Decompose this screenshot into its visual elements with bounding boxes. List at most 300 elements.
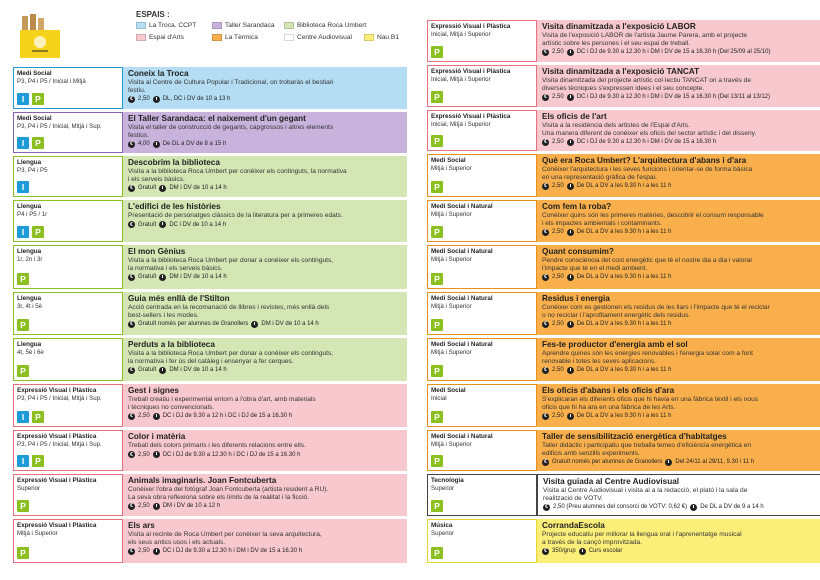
clock-icon — [579, 548, 586, 555]
primaria-badge: P — [431, 411, 443, 423]
activity-price: 2,50 — [552, 321, 564, 328]
activity-details — [123, 519, 407, 563]
activity-row — [12, 383, 408, 428]
activity-row — [426, 429, 820, 472]
activity-info — [128, 184, 402, 192]
euro-icon: € — [542, 49, 549, 56]
subject-label: Expressió Visual i Plàstica — [431, 68, 511, 75]
activity-info — [542, 366, 816, 374]
activity-info — [128, 547, 402, 555]
euro-icon: € — [542, 459, 549, 466]
subject-label: Llengua — [17, 203, 42, 210]
subject-label: Medi Social — [431, 387, 466, 394]
clock-icon — [567, 49, 574, 56]
activity-details — [537, 384, 820, 427]
clock-icon — [159, 185, 166, 192]
legend-panel — [12, 8, 408, 64]
primaria-badge: P — [32, 137, 44, 149]
activity-description: Presentació de personatges clàssics de la literatura per a primeres edats. — [128, 212, 343, 219]
activity-row — [426, 109, 820, 152]
activity-price: Gratuït només per alumnes de Granollers — [552, 459, 663, 466]
subject-label: Llengua — [17, 295, 42, 302]
activity-info — [128, 412, 402, 420]
primaria-badge: P — [17, 365, 29, 377]
activity-price: 2,50 — [552, 367, 564, 374]
activity-row — [426, 153, 820, 198]
activity-schedule: De DL a DV a les 9.30 h i a les 11 h — [576, 229, 672, 236]
euro-icon: € — [542, 94, 549, 101]
level-label: Mitjà i Superior — [431, 165, 472, 172]
level-label: P4 i P5 / 1r — [17, 211, 48, 218]
clock-icon — [567, 183, 574, 190]
euro-icon: € — [128, 413, 135, 420]
euro-icon: € — [542, 413, 549, 420]
level-label: Inicial, Mitjà i Superior — [431, 121, 491, 128]
activity-description: Treball dels colors primaris i les diferents relacions entre ells. — [128, 442, 306, 449]
activity-info — [542, 412, 816, 420]
activity-schedule: De DL a DV a les 9.30 h i a les 11 h — [576, 274, 672, 281]
activity-description: i els impactes ambientals i contaminants. — [542, 219, 662, 227]
activity-row — [12, 473, 408, 517]
activity-description: Treball creatiu i experimental entorn a l'obra d'art, amb materials — [128, 396, 316, 403]
activity-info — [128, 221, 402, 229]
subject-label: Medi Social i Natural — [431, 433, 493, 440]
primaria-badge: P — [17, 547, 29, 559]
infantil-badge: I — [17, 181, 29, 193]
clock-icon — [153, 96, 160, 103]
subject-label: Expressió Visual i Plàstica — [17, 522, 97, 529]
activity-title: Perduts a la biblioteca — [128, 340, 215, 349]
activity-price: 2,50 — [552, 183, 564, 190]
activity-row — [12, 155, 408, 198]
activity-schedule: DM i DV de 10 a 14 h — [169, 185, 227, 192]
euro-icon: € — [542, 139, 549, 146]
level-label: P3, P4 i P5 / Inicial, Mitjà i Sup. — [17, 441, 102, 448]
clock-icon — [567, 321, 574, 328]
activity-details — [537, 154, 820, 197]
level-badges — [17, 181, 29, 193]
activity-price: 2,50 — [552, 413, 564, 420]
activity-description: Conèixer l'arquitectura i les seves funcions i orientar-se de forma bàsica — [542, 166, 753, 173]
activity-price: 2,50 — [138, 548, 150, 555]
activity-schedule: De DL a DV a les 9.30 h i a les 11 h — [576, 413, 672, 420]
activity-row — [426, 64, 820, 108]
primaria-badge: P — [431, 547, 443, 559]
clock-icon — [567, 413, 574, 420]
activity-schedule: De DL a DV a les 9.30 h i a les 11 h — [576, 321, 672, 328]
legend-label: Biblioteca Roca Umbert — [297, 22, 367, 29]
legend-label: Nau B1 — [377, 34, 399, 41]
euro-icon: € — [542, 548, 549, 555]
activity-meta — [13, 200, 123, 242]
level-label: 4t, 5è i 6è — [17, 349, 44, 356]
level-label: P3, P4 i P5 / Inicial i Mitjà — [17, 78, 86, 85]
activity-info — [128, 273, 402, 281]
activity-title: Gest i signes — [128, 386, 179, 395]
activity-meta — [13, 474, 123, 516]
activity-details — [537, 245, 820, 289]
activity-title: Els ars — [128, 521, 155, 530]
legend-item — [284, 20, 367, 31]
activity-row — [12, 518, 408, 564]
level-badges — [17, 137, 44, 149]
level-badges — [17, 411, 44, 423]
activity-description: Aprendre quines són les energies renovables i l'energia solar com a font — [542, 350, 753, 357]
activity-description: Visita dinamitzada del projecte artístic col·lectiu TANCAT on a través de — [542, 77, 752, 84]
activity-title: Fes-te productor d'energia amb el sol — [542, 340, 688, 349]
level-badges — [17, 93, 44, 105]
primaria-badge: P — [32, 93, 44, 105]
activity-info — [128, 502, 402, 510]
legend-label: La Tèrmica — [225, 34, 258, 41]
activity-info — [542, 93, 816, 101]
activity-details — [123, 338, 407, 381]
activity-info — [542, 273, 816, 281]
activity-info — [128, 366, 402, 374]
clock-icon — [567, 367, 574, 374]
activity-description: diverses tècniques s'expressen idees i el seu concepte. — [542, 84, 705, 92]
activity-description: l'impacte que té en el medi ambient. — [542, 264, 648, 272]
activity-description: festiu. — [128, 86, 146, 94]
subject-label: Medi Social i Natural — [431, 248, 493, 255]
activity-row — [12, 244, 408, 290]
activity-title: Descobrim la biblioteca — [128, 158, 220, 167]
level-badges — [431, 226, 443, 238]
primaria-badge: P — [431, 46, 443, 58]
subject-label: Llengua — [17, 341, 42, 348]
level-badges — [17, 365, 29, 377]
euro-icon: € — [128, 221, 135, 228]
activity-meta — [427, 384, 537, 427]
primaria-badge: P — [431, 181, 443, 193]
clock-icon — [153, 451, 160, 458]
clock-icon — [251, 321, 258, 328]
activity-price: 2,50 — [552, 49, 564, 56]
activity-info — [128, 451, 402, 459]
activity-title: Animals imaginaris. Joan Fontcuberta — [128, 476, 277, 485]
activity-schedule: DC i DV de 10 a 14 h — [169, 221, 227, 228]
primaria-badge: P — [17, 500, 29, 512]
activity-meta — [427, 20, 537, 62]
euro-icon: € — [543, 504, 550, 511]
activity-details — [537, 65, 820, 107]
activity-title: Coneix la Troca — [128, 69, 189, 78]
activity-title: El Taller Sarandaca: el naixement d'un gegant — [128, 114, 306, 123]
activity-info — [542, 182, 816, 190]
activity-price: 4,00 — [138, 141, 150, 148]
activity-schedule: De DL a DV de 8 a 15 h — [162, 141, 227, 148]
level-badges — [431, 319, 443, 331]
activity-details — [537, 292, 820, 335]
activity-row — [426, 244, 820, 290]
level-label: Superior — [17, 485, 41, 492]
activity-description: Taller didàctic i participatiu que treballa temes d'eficiència energètica en — [542, 442, 752, 449]
subject-label: Tecnologia — [431, 477, 464, 484]
activity-title: Els oficis d'abans i els oficis d'ara — [542, 386, 675, 395]
activity-schedule: DC i DJ de 9.30 a 12.30 h i DM i DV de 15 a 16.30 h — [162, 548, 303, 555]
activity-price: 350/grup — [552, 548, 576, 555]
activity-info — [128, 140, 402, 148]
activity-description: edificis amb senzills experiments. — [542, 449, 640, 457]
activity-description: Pendre consciència del cost energètic que té el nostre dia a dia i valorar — [542, 257, 753, 264]
activity-description: La seva obra reflexiona sobre els límits de la realitat i la ficció. — [128, 493, 310, 501]
activity-title: Visita guiada al Centre Audiovisual — [543, 477, 680, 486]
activity-meta — [427, 519, 537, 563]
clock-icon — [153, 503, 160, 510]
activity-title: Què era Roca Umbert? L'arquitectura d'abans i d'ara — [542, 156, 747, 165]
subject-label: Medi Social — [17, 70, 52, 77]
activity-row — [426, 518, 820, 564]
activity-details — [123, 292, 407, 335]
legend-label: Taller Sarandaca — [225, 22, 275, 29]
activity-details — [537, 338, 820, 381]
activity-price: 2,50 (Preu alumnes del consorci de VOTV: 0,62 €) — [553, 504, 688, 511]
level-badges — [431, 547, 443, 559]
clock-icon — [567, 274, 574, 281]
activity-info — [542, 138, 816, 146]
level-label: Mitjà i Superior — [431, 211, 472, 218]
activity-meta — [13, 156, 123, 197]
activity-meta — [13, 67, 123, 109]
level-badges — [17, 273, 29, 285]
subject-label: Medi Social i Natural — [431, 203, 493, 210]
euro-icon: € — [542, 321, 549, 328]
legend-swatch — [284, 34, 294, 41]
subject-label: Llengua — [17, 248, 42, 255]
legend-item — [212, 20, 282, 31]
activity-title: Com fem la roba? — [542, 202, 612, 211]
activity-description: best-sellers i les modes. — [128, 311, 199, 319]
clock-icon — [153, 548, 160, 555]
clock-icon — [690, 504, 697, 511]
legend-swatch — [136, 22, 146, 29]
activity-details — [537, 110, 820, 151]
primaria-badge: P — [431, 91, 443, 103]
activity-row — [426, 383, 820, 428]
level-label: Inicial, Mitjà i Superior — [431, 31, 491, 38]
level-badges — [431, 46, 443, 58]
activity-details — [537, 20, 820, 62]
activity-title: CorrandaEscola — [542, 521, 605, 530]
activity-price: Gratuït — [138, 221, 157, 228]
activity-details — [123, 156, 407, 197]
activity-info — [128, 95, 402, 103]
activity-description: i tècniques no convencionals. — [128, 403, 215, 411]
activity-info — [542, 320, 816, 328]
activity-info — [543, 503, 815, 511]
subject-label: Medi Social — [431, 157, 466, 164]
activity-description: Conèixer quins són les primeres matèries, descobrir el consum responsable — [542, 212, 764, 219]
activity-title: El mon Gènius — [128, 247, 186, 256]
activity-description: Visita a la biblioteca Roca Umbert per conèixer els continguts, la normativa — [128, 168, 347, 175]
activity-info — [542, 458, 816, 466]
activity-schedule: De DL a DV de 9 a 14 h — [700, 504, 764, 511]
activity-row — [426, 199, 820, 243]
activity-meta — [13, 112, 123, 153]
level-label: Superior — [431, 530, 455, 537]
activity-details — [123, 112, 407, 153]
level-label: Superior — [431, 485, 455, 492]
activity-details — [537, 474, 820, 516]
activity-price: 2,50 — [138, 96, 150, 103]
activity-meta — [13, 519, 123, 563]
activity-row — [12, 291, 408, 336]
activity-title: Visita dinamitzada a l'exposició TANCAT — [542, 67, 700, 76]
activity-meta — [13, 338, 123, 381]
activity-schedule: DC i DJ de 9.30 a 12 h i DC i DJ de 15 a 16.30 h — [162, 413, 293, 420]
activity-schedule: DM i DV de 10 a 14 h — [169, 367, 227, 374]
level-badges — [431, 365, 443, 377]
activity-title: Quant consumim? — [542, 247, 614, 256]
legend-item — [136, 32, 210, 43]
infantil-badge: I — [17, 137, 29, 149]
activity-row — [426, 337, 820, 382]
level-badges — [431, 181, 443, 193]
activity-schedule: De DL a DV a les 9.30 h i a les 11 h — [576, 367, 672, 374]
level-badges — [17, 226, 44, 238]
activity-details — [537, 519, 820, 563]
legend-label: Centre Audiovisual — [297, 34, 352, 41]
activity-description: artístic sobre les persones i el seu espai de treball. — [542, 39, 691, 47]
activity-price: 2,50 — [138, 503, 150, 510]
activity-meta — [427, 65, 537, 107]
legend-item — [212, 32, 282, 43]
level-badges — [431, 135, 443, 147]
infantil-badge: I — [17, 455, 29, 467]
infantil-badge: I — [17, 226, 29, 238]
activity-description: Acció centrada en la recomanació de llibres i revistes, més enllà dels — [128, 304, 330, 311]
activity-description: oficis que hi ha ara en una fàbrica de les Arts. — [542, 403, 676, 411]
activity-info — [542, 48, 816, 56]
euro-icon: € — [542, 183, 549, 190]
subject-label: Expressió Visual i Plàstica — [431, 23, 511, 30]
activity-schedule: DM i DV de 10 a 14 h — [169, 274, 227, 281]
activity-description: a través de la cançó improvitzada. — [542, 538, 643, 546]
activity-description: Visita al recinte de Roca Umbert per conèixer la seva arquitectura, — [128, 531, 322, 538]
activity-meta — [427, 474, 537, 516]
activity-meta — [427, 110, 537, 151]
activity-schedule: DC i DJ de 9.30 a 12.30 h i DM i DV de 15 a 16.30 h (Del 13/11 al 13/12) — [576, 94, 771, 101]
subject-label: Expressió Visual i Plàstica — [17, 433, 97, 440]
activity-description: Conèixer com es gestionen els residus de les llars i l'impacte que té el reciclar — [542, 304, 770, 311]
level-badges — [431, 500, 443, 512]
activity-price: 2,50 — [552, 139, 564, 146]
activity-details — [123, 67, 407, 109]
activity-schedule: DC i DJ de 9.30 a 12.30 h i DM i DV de 15 a 16.30 h (Del 25/09 al 25/10) — [576, 49, 771, 56]
activity-meta — [13, 245, 123, 289]
activity-description: festius. — [128, 131, 149, 139]
clock-icon — [159, 274, 166, 281]
primaria-badge: P — [431, 500, 443, 512]
euro-icon: € — [128, 274, 135, 281]
activity-details — [123, 200, 407, 242]
clock-icon — [159, 221, 166, 228]
legend-label: La Troca. CCPT — [149, 22, 197, 29]
primaria-badge: P — [431, 365, 443, 377]
activity-title: L'edifici de les històries — [128, 202, 221, 211]
activity-price: 2,50 — [552, 274, 564, 281]
euro-icon: € — [542, 367, 549, 374]
activity-price: Gratuït — [138, 274, 157, 281]
subject-label: Medi Social i Natural — [431, 295, 493, 302]
roca-umbert-logo — [18, 12, 62, 60]
activity-description: i els serveis bàsics. — [128, 175, 185, 183]
level-badges — [17, 547, 29, 559]
level-label: 1r, 2n i 3r — [17, 256, 43, 263]
activity-meta — [427, 292, 537, 335]
activity-description: Visita de l'exposició LABOR de l'artista Jaume Parera, amb el projecte — [542, 32, 748, 39]
activity-price: Gratuït — [138, 367, 157, 374]
activity-price: Gratuït només per alumnes de Granollers — [138, 321, 249, 328]
primaria-badge: P — [17, 319, 29, 331]
activity-description: Visita a la residència dels artistes de l'Espai d'Arts. — [542, 122, 690, 129]
euro-icon: € — [128, 185, 135, 192]
activity-schedule: DM i DV de 10 a 14 h — [261, 321, 319, 328]
activity-title: Color i matèria — [128, 432, 186, 441]
activity-description: Visita a la biblioteca Roca Umbert per donar a conèixer els continguts, — [128, 350, 334, 357]
activity-description: la normativa i els serveis bàsics. — [128, 264, 223, 272]
activity-schedule: Curs escolar — [588, 548, 623, 555]
level-label: P3, P4 i P5 — [17, 167, 48, 174]
euro-icon: € — [542, 274, 549, 281]
clock-icon — [159, 367, 166, 374]
activity-schedule: DM i DV de 10 a 12 h — [162, 503, 221, 510]
euro-icon: € — [128, 548, 135, 555]
activity-title: Guia més enllà de l'Stilton — [128, 294, 230, 303]
legend-swatch — [136, 34, 146, 41]
level-badges — [431, 273, 443, 285]
activity-details — [123, 245, 407, 289]
primaria-badge: P — [431, 135, 443, 147]
clock-icon — [665, 459, 672, 466]
level-badges — [17, 500, 29, 512]
activity-schedule: DC i DJ de 9.30 a 12.30 h i DC i DJ de 15 a 16.30 h — [162, 451, 301, 458]
activity-row — [426, 291, 820, 336]
subject-label: Música — [431, 522, 453, 529]
activity-schedule: De DL a DV a les 9.30 h i a les 11 h — [576, 183, 672, 190]
activity-title: Visita dinamitzada a l'exposició LABOR — [542, 22, 696, 31]
level-label: Mitjà i Superior — [431, 349, 472, 356]
level-label: 3r, 4t i 5è — [17, 303, 43, 310]
subject-label: Medi Social i Natural — [431, 341, 493, 348]
subject-label: Expressió Visual i Plàstica — [17, 477, 97, 484]
level-label: Inicial — [431, 395, 447, 402]
level-label: Mitjà i Superior — [17, 530, 58, 537]
activity-schedule: DC i DJ de 9.30 a 12.30 h i DM i DV de 15 a 16.30 h — [576, 139, 717, 146]
activity-schedule: Del 24/11 al 29/11, 9.30 i 11 h — [675, 459, 755, 466]
subject-label: Expressió Visual i Plàstica — [17, 387, 97, 394]
activity-info — [542, 228, 816, 236]
activity-meta — [13, 384, 123, 427]
activity-meta — [427, 338, 537, 381]
legend-label: Espai d'Arts — [149, 34, 184, 41]
activity-description: o no reciclar i l'aprofitament energètic dels residus. — [542, 311, 691, 319]
activity-description: en una representació gràfica de l'espai. — [542, 173, 657, 181]
activity-title: Residus i energia — [542, 294, 610, 303]
legend-title: ESPAIS : — [136, 10, 170, 19]
activity-meta — [427, 154, 537, 197]
activity-meta — [427, 430, 537, 471]
activity-description: els seus antics usos i els actuals. — [128, 538, 226, 546]
activity-price: Gratuït — [138, 185, 157, 192]
activity-description: S'explicaran els diferents oficis que hi havia en una fàbrica tèxtil i els nous — [542, 396, 759, 403]
level-label: Inicial, Mitjà i Superior — [431, 76, 491, 83]
clock-icon — [153, 413, 160, 420]
activity-row — [12, 429, 408, 472]
activity-details — [123, 384, 407, 427]
activity-meta — [427, 245, 537, 289]
euro-icon: € — [128, 451, 135, 458]
